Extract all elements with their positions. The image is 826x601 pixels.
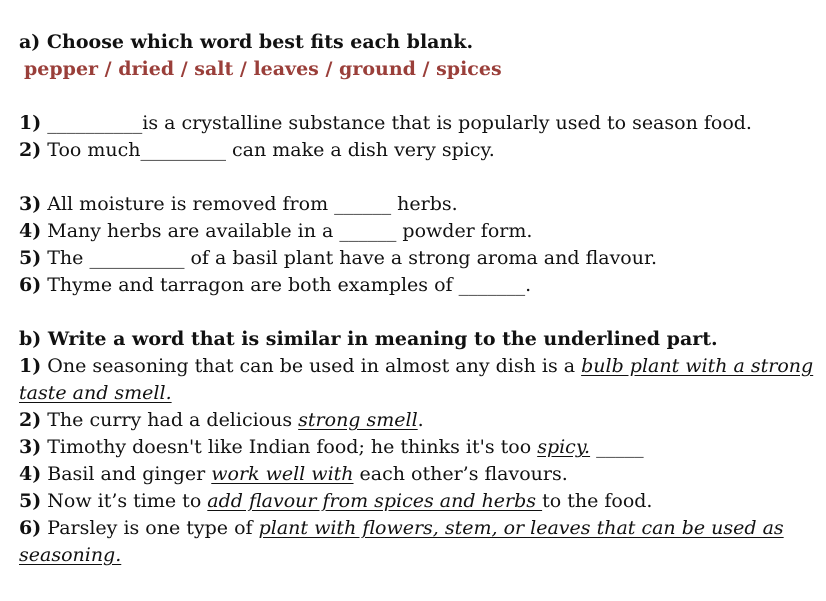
item-text: One seasoning that can be used in almost any dish is a — [41, 355, 582, 377]
underlined-phrase: bulb plant with a strong — [581, 355, 814, 377]
underlined-phrase: add flavour from spices and herbs — [207, 490, 543, 512]
item-number: 2) — [19, 409, 42, 431]
item-text: The curry had a delicious — [41, 409, 299, 431]
underlined-phrase: spicy. — [537, 436, 591, 458]
underlined-phrase: work well with — [211, 463, 354, 485]
item-text-after: to the food. — [542, 490, 653, 512]
part-a-heading: a) Choose which word best fits each blank. — [19, 31, 474, 53]
item-text: Too much_________ can make a dish very spicy. — [41, 139, 495, 161]
item-text: The __________ of a basil plant have a strong aroma and flavour. — [41, 247, 658, 269]
part-b-item-5 — [19, 488, 809, 515]
part-a-item-2 — [19, 137, 809, 164]
item-text: All moisture is removed from ______ herbs. — [41, 193, 458, 215]
spacer — [19, 164, 809, 191]
part-b-item-6-continued — [19, 542, 809, 569]
item-number: 2) — [19, 139, 42, 161]
item-text: Basil and ginger — [41, 463, 212, 485]
item-number: 1) — [19, 112, 42, 134]
item-number: 5) — [19, 490, 42, 512]
part-b-item-3 — [19, 434, 809, 461]
part-a-item-4 — [19, 218, 809, 245]
item-number: 4) — [19, 220, 42, 242]
item-number: 5) — [19, 247, 42, 269]
item-number: 1) — [19, 355, 42, 377]
part-b-item-6 — [19, 515, 809, 542]
item-text: Parsley is one type of — [41, 517, 259, 539]
part-b-item-2 — [19, 407, 809, 434]
part-b-item-1-continued — [19, 380, 809, 407]
item-number: 6) — [19, 274, 42, 296]
part-b-item-1 — [19, 353, 814, 380]
item-number: 4) — [19, 463, 42, 485]
part-b-heading: b) Write a word that is similar in meaning to the underlined part. — [19, 328, 718, 350]
underlined-phrase: seasoning. — [19, 544, 122, 566]
underlined-phrase: taste and smell. — [19, 382, 172, 404]
item-text-after: . — [417, 409, 424, 431]
item-number: 3) — [19, 436, 42, 458]
part-a-item-1 — [19, 110, 809, 137]
item-text: Thyme and tarragon are both examples of _______. — [41, 274, 532, 296]
item-text: __________is a crystalline substance that is popularly used to season food. — [41, 112, 752, 134]
underlined-phrase: plant with flowers, stem, or leaves that can be used as — [258, 517, 784, 539]
part-a-item-3 — [19, 191, 809, 218]
item-text: Many herbs are available in a ______ powder form. — [41, 220, 533, 242]
item-text-after: each other’s flavours. — [353, 463, 568, 485]
item-text-after: _____ — [590, 436, 644, 458]
part-b-item-4 — [19, 461, 809, 488]
underlined-phrase: strong smell — [298, 409, 418, 431]
part-a-item-5 — [19, 245, 809, 272]
spacer — [19, 299, 809, 326]
spacer — [19, 83, 809, 110]
part-a-item-6 — [19, 272, 809, 299]
item-number: 3) — [19, 193, 42, 215]
item-number: 6) — [19, 517, 42, 539]
word-bank: pepper / dried / salt / leaves / ground / spices — [24, 58, 502, 80]
item-text: Now it’s time to — [41, 490, 208, 512]
item-text: Timothy doesn't like Indian food; he thinks it's too — [41, 436, 538, 458]
worksheet — [19, 29, 814, 569]
